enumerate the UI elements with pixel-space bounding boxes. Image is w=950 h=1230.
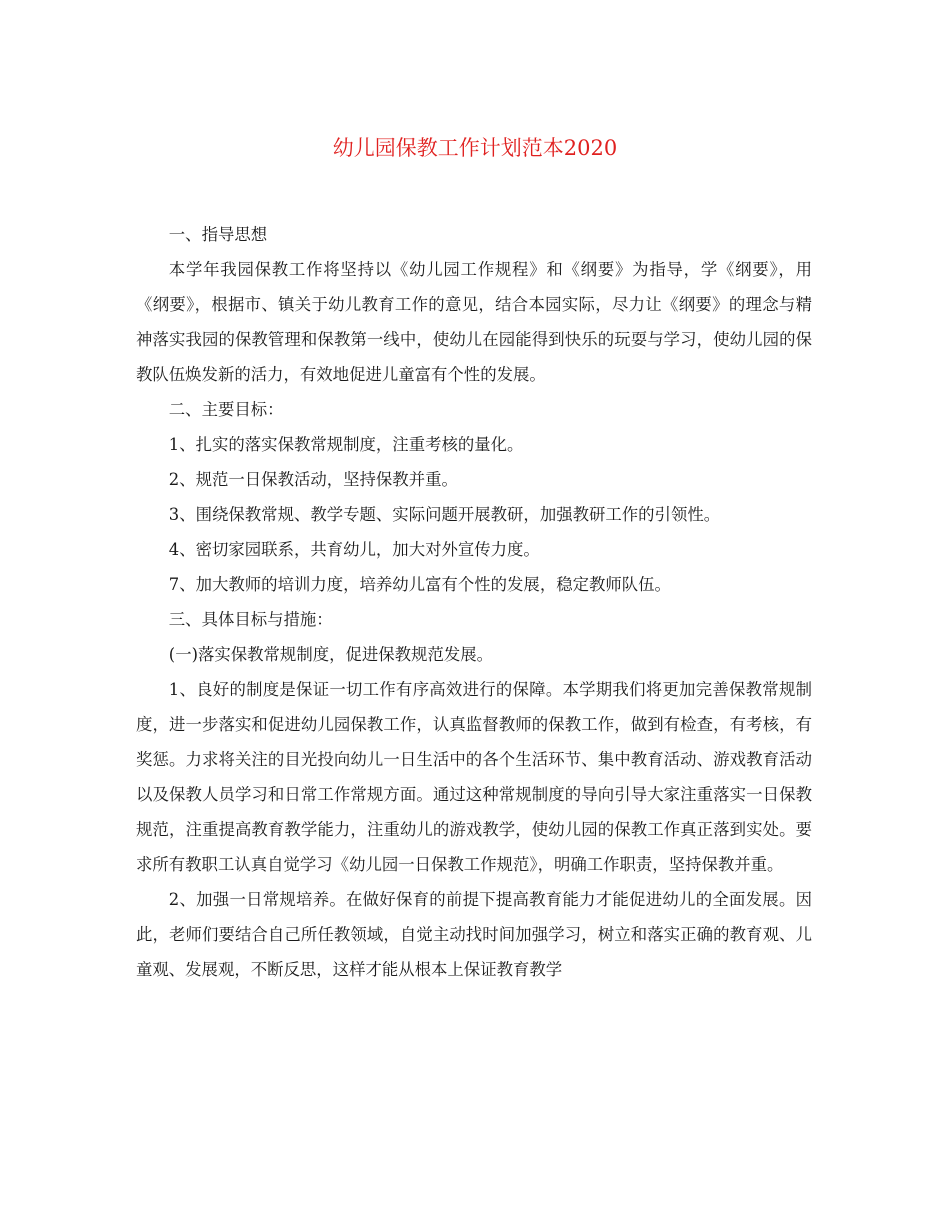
goal-item-3: 3、围绕保教常规、教学专题、实际问题开展教研，加强教研工作的引领性。 xyxy=(168,505,721,524)
paragraph-guiding-ideology: 本学年我园保教工作将坚持以《幼儿园工作规程》和《纲要》为指导，学《纲要》，用《纲要》，根据市、镇关于幼儿教育工作的意见，结合本园实际，尽力让《纲要》的理念与精神落实我园的保教管理和保教第一线中，使幼儿在园能得到快乐的玩耍与学习，使幼儿园的保教队伍焕发新的活力，有效地促进儿童富有个性的发展。 xyxy=(136,260,812,384)
document-title: 幼儿园保教工作计划范本2020 xyxy=(332,136,618,160)
goal-item-4: 4、密切家园联系，共育幼儿，加大对外宣传力度。 xyxy=(168,540,540,559)
document-body xyxy=(136,217,812,987)
subheading-routine-system: (一)落实保教常规制度，促进保教规范发展。 xyxy=(168,645,494,664)
paragraph-measure-1: 1、良好的制度是保证一切工作有序高效进行的保障。本学期我们将更加完善保教常规制度，进一步落实和促进幼儿园保教工作，认真监督教师的保教工作，做到有检查，有考核，有奖惩。力求将关注的目光投向幼儿一日生活中的各个生活环节、集中教育活动、游戏教育活动以及保教人员学习和日常工作常规方面。通过这种常规制度的导向引导大家注重落实一日保教规范，注重提高教育教学能力，注重幼儿的游戏教学，使幼儿园的保教工作真正落到实处。要求所有教职工认真自觉学习《幼儿园一日保教工作规范》，明确工作职责，坚持保教并重。 xyxy=(136,680,812,874)
goal-item-7: 7、加大教师的培训力度，培养幼儿富有个性的发展，稳定教师队伍。 xyxy=(168,575,671,594)
goal-item-1: 1、扎实的落实保教常规制度，注重考核的量化。 xyxy=(168,435,524,454)
goal-item-2: 2、规范一日保教活动，坚持保教并重。 xyxy=(168,470,458,489)
heading-guiding-ideology: 一、指导思想 xyxy=(168,225,268,244)
heading-main-goals: 二、主要目标： xyxy=(168,400,284,419)
paragraph-measure-2: 2、加强一日常规培养。在做好保育的前提下提高教育能力才能促进幼儿的全面发展。因此，老师们要结合自己所任教领域，自觉主动找时间加强学习，树立和落实正确的教育观、儿童观、发展观，不断反思，这样才能从根本上保证教育教学 xyxy=(136,890,812,979)
heading-specific-measures: 三、具体目标与措施： xyxy=(168,610,333,629)
